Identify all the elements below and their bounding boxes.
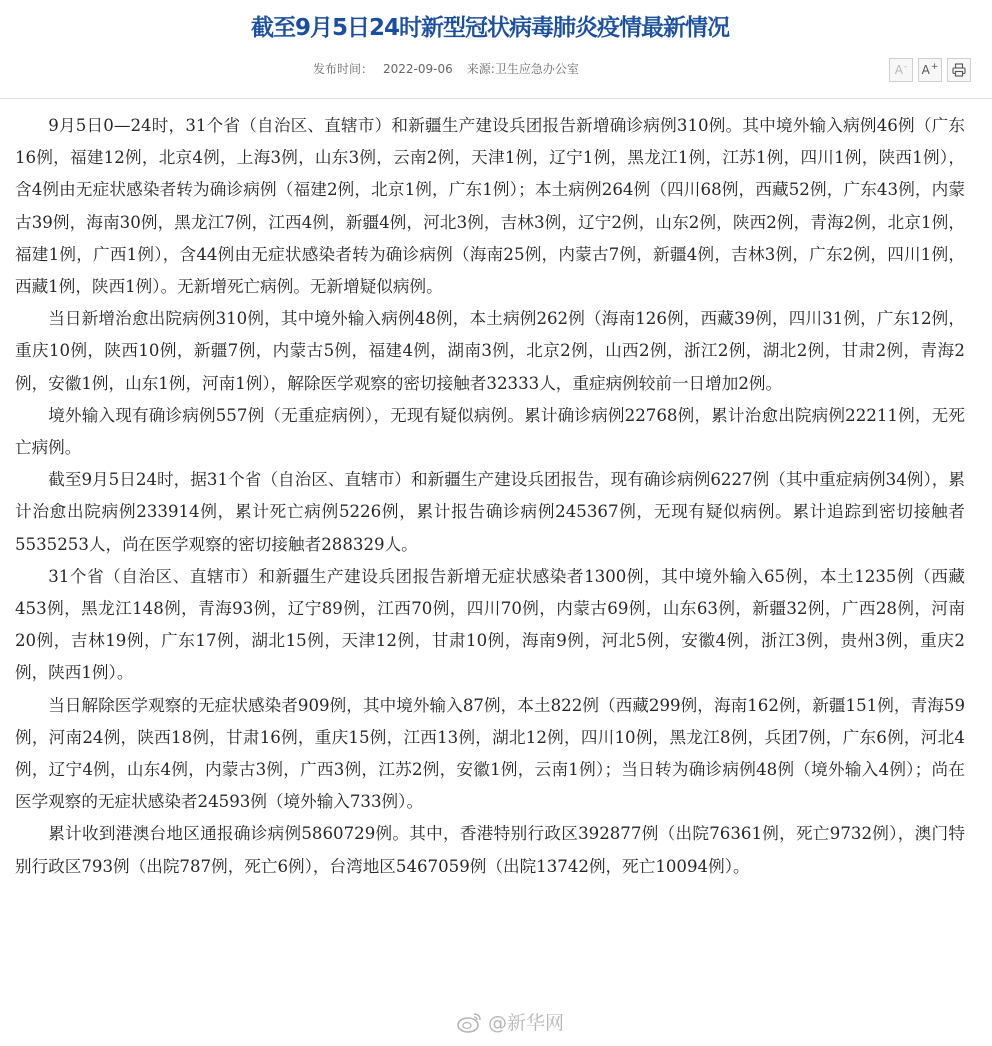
- weibo-logo-icon: [457, 1011, 483, 1033]
- source-name: 卫生应急办公室: [494, 62, 579, 76]
- publish-date: 2022-09-06: [383, 62, 453, 76]
- font-increase-button[interactable]: [918, 58, 942, 82]
- article-body: [15, 110, 965, 883]
- paragraph-asymptomatic-released: 当日解除医学观察的无症状感染者909例，其中境外输入87例，本土822例（西藏299例，海南162例，新疆151例，青海59例，河南24例，陕西18例，甘肃16例，重庆15例，江西13例，湖北12例，四川10例，黑龙江8例，兵团7例，广东6例，河北4例，辽宁4例，山东4例，内蒙古3例，广西3例，江苏2例，安徽1例，云南1例）；当日转为确诊病例48例（境外输入4例）；尚在医学观察的无症状感染者24593例（境外输入733例）。: [15, 695, 965, 812]
- paragraph-hk-macao-taiwan: 累计收到港澳台地区通报确诊病例5860729例。其中，香港特别行政区392877例（出院76361例，死亡9732例），澳门特别行政区793例（出院787例，死亡6例），台湾地区5467059例（出院13742例，死亡10094例）。: [15, 824, 965, 876]
- watermark-text: @新华网: [488, 1012, 565, 1034]
- publish-label: 发布时间：: [313, 62, 374, 76]
- font-decrease-button[interactable]: [889, 58, 913, 82]
- paragraph-asymptomatic-new: 31个省（自治区、直辖市）和新疆生产建设兵团报告新增无症状感染者1300例，其中境外输入65例，本土1235例（西藏453例，黑龙江148例，青海93例，辽宁89例，江西70例，四川70例，内蒙古69例，山东63例，新疆32例，广西28例，河南20例，吉林19例，广东17例，湖北15例，天津12例，甘肃10例，海南9例，河北5例，安徽4例，浙江3例，贵州3例，重庆2例，陕西1例）。: [15, 566, 965, 683]
- paragraph-recoveries: 当日新增治愈出院病例310例，其中境外输入病例48例，本土病例262例（海南126例，西藏39例，四川31例，广东12例，重庆10例，陕西10例，新疆7例，内蒙古5例，福建4例，湖南3例，北京2例，山西2例，浙江2例，湖北2例，甘肃2例，青海2例，安徽1例，山东1例，河南1例），解除医学观察的密切接触者32333人，重症病例较前一日增加2例。: [15, 309, 965, 393]
- article-meta: [313, 60, 579, 77]
- paragraph-national-totals: 截至9月5日24时，据31个省（自治区、直辖市）和新疆生产建设兵团报告，现有确诊病例6227例（其中重症病例34例），累计治愈出院病例233914例，累计死亡病例5226例，累计报告确诊病例245367例，无现有疑似病例。累计追踪到密切接触者5535253人，尚在医学观察的密切接触者288329人。: [15, 470, 965, 554]
- printer-icon: [952, 63, 966, 77]
- article-title: 截至9月5日24时新型冠状病毒肺炎疫情最新情况: [250, 15, 729, 41]
- article-header: [0, 0, 992, 99]
- font-decrease-icon: A-: [894, 62, 908, 77]
- paragraph-new-cases: 9月5日0—24时，31个省（自治区、直辖市）和新疆生产建设兵团报告新增确诊病例310例。其中境外输入病例46例（广东16例，福建12例，北京4例，上海3例，山东3例，云南2例，天津1例，辽宁1例，黑龙江1例，江苏1例，四川1例，陕西1例），含4例由无症状感染者转为确诊病例（福建2例，北京1例，广东1例）；本土病例264例（四川68例，西藏52例，广东43例，内蒙古39例，海南30例，黑龙江7例，江西4例，新疆4例，河北3例，吉林3例，辽宁2例，山东2例，陕西2例，青海2例，北京1例，福建1例，广西1例），含44例由无症状感染者转为确诊病例（海南25例，内蒙古7例，新疆4例，吉林3例，广东2例，四川1例，西藏1例，陕西1例）。无新增死亡病例。无新增疑似病例。: [15, 116, 965, 297]
- article-toolbar: [889, 58, 971, 82]
- weibo-watermark: [457, 1008, 564, 1035]
- paragraph-imported-summary: 境外输入现有确诊病例557例（无重症病例），无现有疑似病例。累计确诊病例22768例，累计治愈出院病例22211例，无死亡病例。: [15, 405, 965, 458]
- font-increase-icon: A+: [921, 62, 939, 77]
- source-label: 来源:: [466, 62, 495, 76]
- print-button[interactable]: [947, 58, 971, 82]
